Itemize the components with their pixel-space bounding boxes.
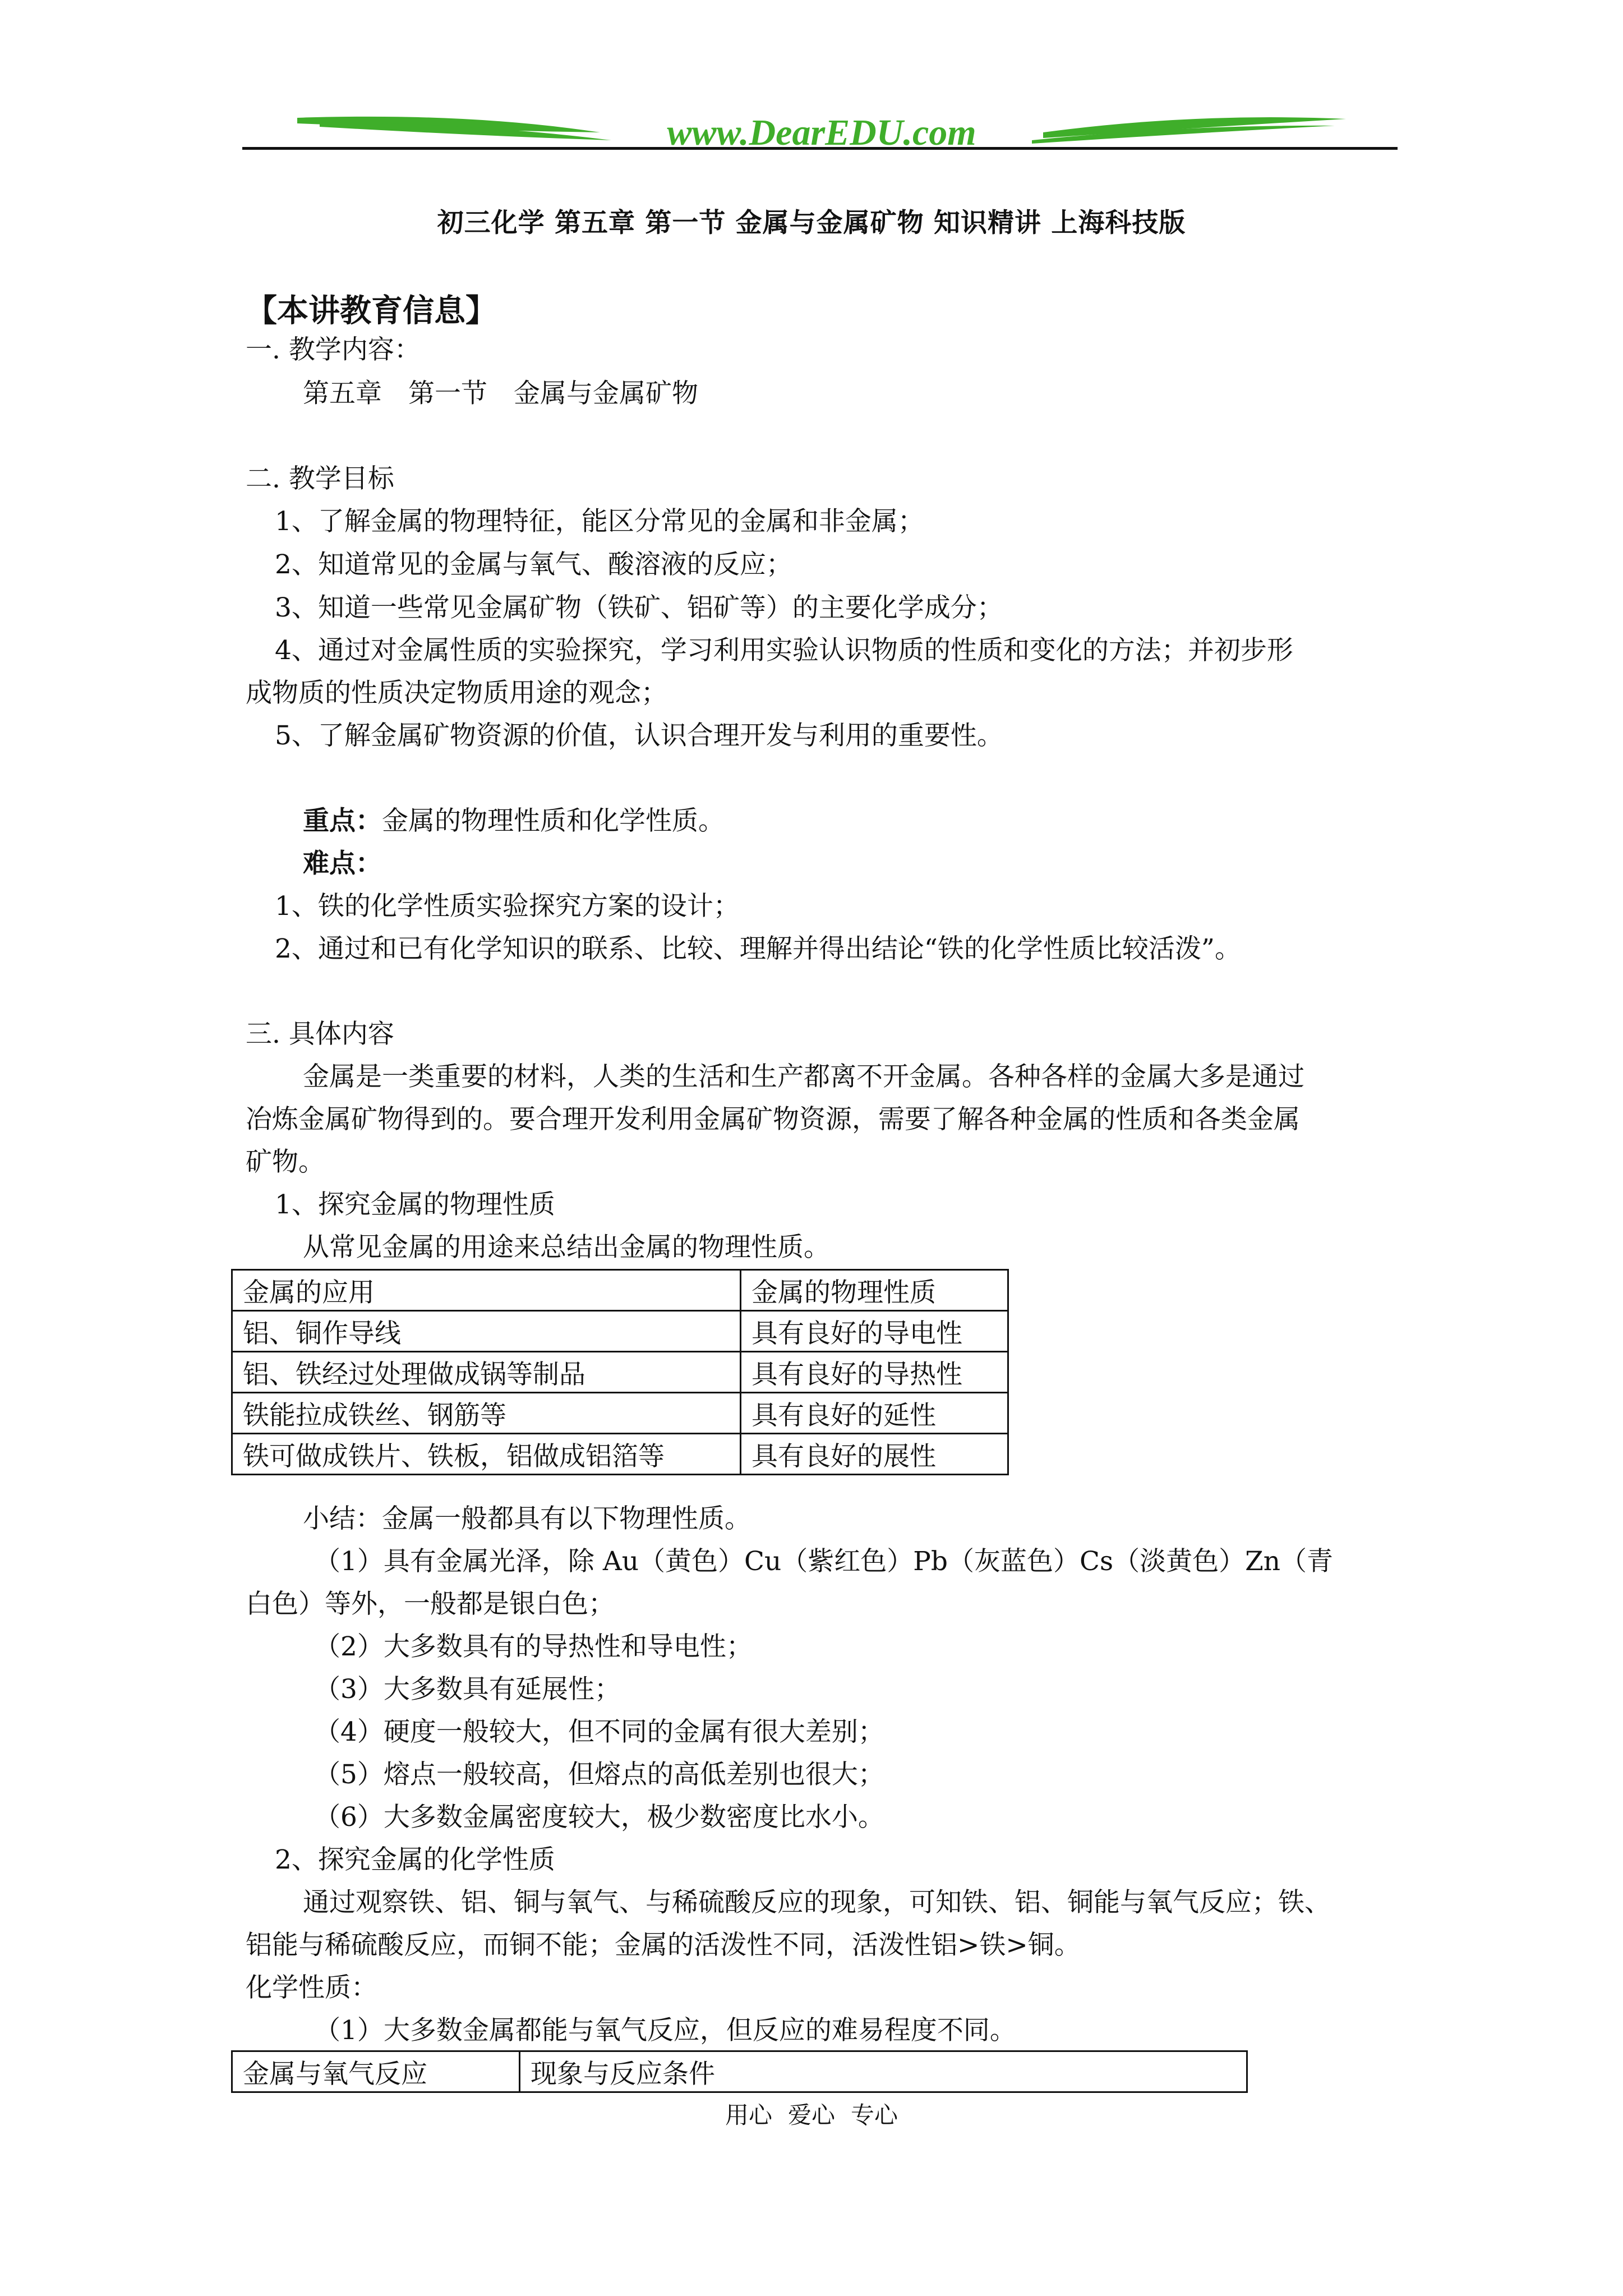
key-point-text: 金属的物理性质和化学性质。 bbox=[382, 806, 725, 836]
footer-text: 用心 bbox=[725, 2101, 772, 2129]
goal-item: 1、了解金属的物理特征，能区分常见的金属和非金属； bbox=[275, 506, 924, 537]
table-row bbox=[232, 1352, 1008, 1393]
table-row bbox=[232, 1311, 1008, 1352]
table-cell: 具有良好的导热性 bbox=[741, 1352, 1008, 1393]
summary-item: （6）大多数金属密度较大，极少数密度比水小。 bbox=[314, 1802, 884, 1833]
table-header-row bbox=[232, 2051, 1247, 2092]
table-header-cell: 金属与氧气反应 bbox=[232, 2051, 520, 2092]
footer-text: 专心 bbox=[851, 2101, 898, 2129]
difficulty-item: 1、铁的化学性质实验探究方案的设计； bbox=[275, 891, 740, 922]
table-cell: 具有良好的导电性 bbox=[741, 1311, 1008, 1352]
table-cell: 铁可做成铁片、铁板，铝做成铝箔等 bbox=[232, 1434, 741, 1475]
section1-heading: 一. 教学内容： bbox=[246, 334, 421, 365]
table-row bbox=[232, 1393, 1008, 1434]
logo-text: www.DearEDU.com bbox=[667, 112, 976, 153]
sub2-text-line: 铝能与稀硫酸反应，而铜不能；金属的活泼性不同，活泼性铝>铁>铜。 bbox=[246, 1930, 1081, 1961]
goal-item: 4、通过对金属性质的实验探究，学习利用实验认识物质的性质和变化的方法；并初步形 bbox=[275, 635, 1293, 666]
table-cell: 铝、铜作导线 bbox=[232, 1311, 741, 1352]
table-cell: 铝、铁经过处理做成锅等制品 bbox=[232, 1352, 741, 1393]
section2-heading: 二. 教学目标 bbox=[246, 463, 394, 494]
table-cell: 铁能拉成铁丝、钢筋等 bbox=[232, 1393, 741, 1434]
sub2-heading: 2、探究金属的化学性质 bbox=[275, 1844, 555, 1875]
summary-item: （4）硬度一般较大，但不同的金属有很大差别； bbox=[314, 1717, 884, 1747]
table-cell: 具有良好的展性 bbox=[741, 1434, 1008, 1475]
page-footer bbox=[0, 2097, 1623, 2131]
summary-heading: 小结：金属一般都具有以下物理性质。 bbox=[303, 1503, 751, 1534]
goal-item: 2、知道常见的金属与氧气、酸溶液的反应； bbox=[275, 549, 792, 580]
table-header-row bbox=[232, 1270, 1008, 1311]
summary-item: （1）具有金属光泽，除 Au（黄色）Cu（紫红色）Pb（灰蓝色）Cs（淡黄色）Zn（青 bbox=[314, 1546, 1334, 1577]
oxygen-reaction-table bbox=[231, 2050, 1248, 2093]
physical-properties-table bbox=[231, 1269, 1009, 1475]
document-title: 初三化学 第五章 第一节 金属与金属矿物 知识精讲 上海科技版 bbox=[437, 208, 1186, 238]
intro-line: 冶炼金属矿物得到的。要合理开发利用金属矿物资源，需要了解各种金属的性质和各类金属 bbox=[246, 1104, 1300, 1135]
logo-swoosh-right bbox=[1043, 117, 1346, 138]
table-header-cell: 金属的物理性质 bbox=[741, 1270, 1008, 1311]
key-point-label: 重点： bbox=[303, 806, 382, 836]
summary-item: （5）熔点一般较高，但熔点的高低差别也很大； bbox=[314, 1759, 884, 1790]
intro-line: 金属是一类重要的材料，人类的生活和生产都离不开金属。各种各样的金属大多是通过 bbox=[303, 1061, 1304, 1092]
chem-item: （1）大多数金属都能与氧气反应，但反应的难易程度不同。 bbox=[314, 2015, 1016, 2046]
sub2-text-line: 通过观察铁、铝、铜与氧气、与稀硫酸反应的现象，可知铁、铝、铜能与氧气反应；铁、 bbox=[303, 1887, 1331, 1918]
section3-heading: 三. 具体内容 bbox=[246, 1019, 394, 1050]
summary-item-continuation: 白色）等外，一般都是银白色； bbox=[246, 1589, 615, 1619]
goal-item: 3、知道一些常见金属矿物（铁矿、铝矿等）的主要化学成分； bbox=[275, 592, 1003, 623]
table-cell: 具有良好的延性 bbox=[741, 1393, 1008, 1434]
footer-text: 爱心 bbox=[787, 2101, 835, 2129]
summary-item: （2）大多数具有的导热性和导电性； bbox=[314, 1631, 753, 1662]
key-point bbox=[303, 804, 725, 838]
table-row bbox=[232, 1434, 1008, 1475]
table-header-cell: 金属的应用 bbox=[232, 1270, 741, 1311]
goal-item: 5、了解金属矿物资源的价值，认识合理开发与利用的重要性。 bbox=[275, 720, 1003, 751]
summary-item: （3）大多数具有延展性； bbox=[314, 1674, 621, 1705]
chem-heading: 化学性质： bbox=[246, 1972, 377, 2003]
sub1-heading: 1、探究金属的物理性质 bbox=[275, 1189, 555, 1220]
section1-content: 第五章 第一节 金属与金属矿物 bbox=[303, 378, 698, 409]
sub1-intro: 从常见金属的用途来总结出金属的物理性质。 bbox=[303, 1232, 830, 1263]
difficulty-item: 2、通过和已有化学知识的联系、比较、理解并得出结论“铁的化学性质比较活泼”。 bbox=[275, 933, 1241, 964]
intro-line: 矿物。 bbox=[246, 1147, 325, 1177]
header-rule bbox=[242, 147, 1398, 150]
table-header-cell: 现象与反应条件 bbox=[520, 2051, 1247, 2092]
difficulty-label: 难点： bbox=[303, 848, 382, 879]
goal-item-continuation: 成物质的性质决定物质用途的观念； bbox=[246, 678, 667, 708]
info-heading: 【本讲教育信息】 bbox=[246, 292, 497, 329]
